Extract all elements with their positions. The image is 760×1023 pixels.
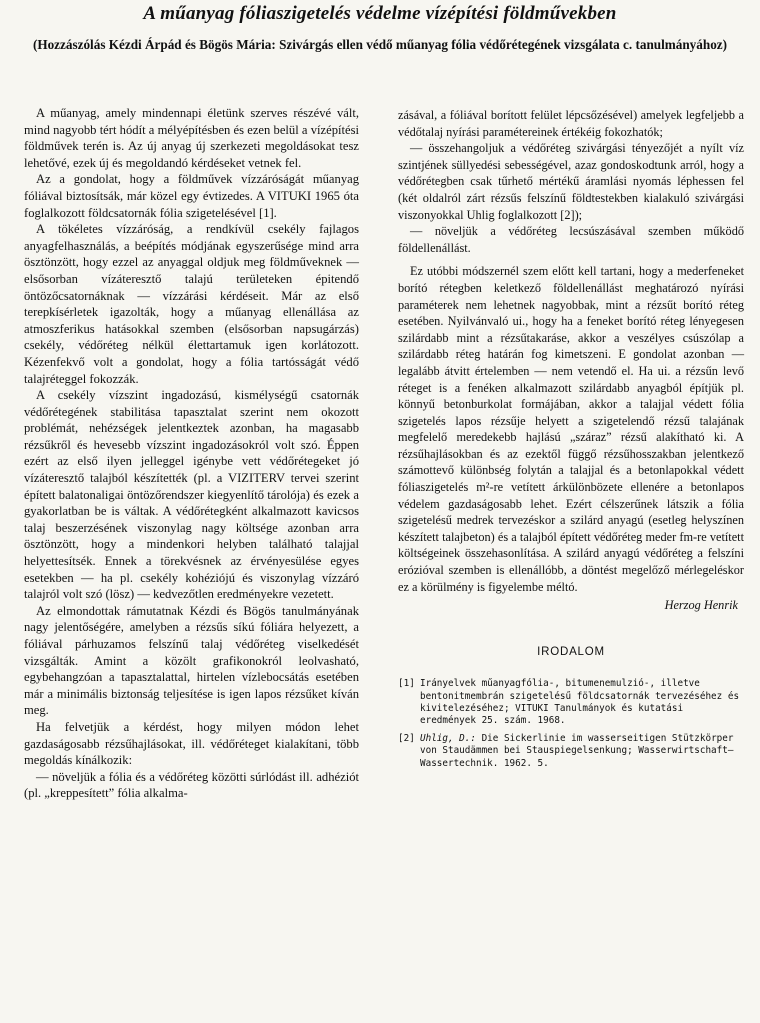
reference-item [398, 733, 744, 770]
paragraph: A tökéletes vízzáróság, a rendkívül csekély fajlagos anyagfelhasználás, a beépítés módjának egyszerűsége mind arra ösztönzött, hogy ezzel az anyaggal oldjuk meg földműveknek — elsősorban vízáteresztő talajú területeken épitendő öntözőcsatornáknak — vízzárási kérdéseit. Már az első terepkísérletek igazolták, hogy a műanyag ellenállása az atmoszferikus hatásokkal szemben (elsősorban napsugárzás) csekély, védőréteg nélkül élettartamuk igen korlátozott. Kézenfekvő volt a gondolat, hogy a fólia tartósságát védő talajréteggel fokozzák. [24, 222, 359, 386]
article-subtitle: (Hozzászólás Kézdi Árpád és Bögös Mária: Szivárgás ellen védő műanyag fólia védőrétegének vizsgálata c. tanulmányához) [32, 37, 728, 52]
reference-text [420, 678, 744, 727]
reference-item [398, 678, 744, 727]
paragraph: — növeljük a védőréteg lecsúszásával szemben működő földellenállást. [398, 224, 744, 255]
paragraph: A műanyag, amely mindennapi életünk szerves részévé vált, mind nagyobb tért hódít a mélyépítésben és ezen belül a vízépítési földművek terén is. Az új anyag új szerkezeti megoldásokat tesz lehetővé, ezek új és megoldandó kérdéseket vetnek fel. [24, 106, 359, 170]
references-heading: IRODALOM [537, 645, 605, 658]
paragraph: Ez utóbbi módszernél szem előtt kell tartani, hogy a mederfeneket borító rétegben keletkező földellenállást meghatározó nyírási paraméterek nem lehetnek nagyobbak, mint a rézsűt borító réteg esetében. Nyilvánvaló ui., hogy ha a feneket borító réteg lényegesen szilárdabb mint a rézsűtakaráse, akkor a veszélyes csúszólap a szilárdabb réteg határán fog kimetszeni. E gondolat azonban — legalább átvitt értelemben — nem vetendő el. Ha ui. a rézsűn levő réteget is a fenéken alkalmazott szilárdabb anyagból építjük pl. könnyű betonburkolat formájában, akkor a talajjal védett fólia szigetelés lapos rézsűje helyett a szigetelendő rézsű talajának megfelelő meredekebb hajlású „száraz” rézsű alakítható ki. A rézsűhajlásokban és az ezektől függő rézsűhosszakban jelentkező számottevő különbség folytán a talajjal és a betonlapokkal védett fóliaszigetelés m²-re vetített árkülönbözete ellenére a betonlapos védelem gazdaságosabb lehet. Ezért célszerűnek látszik a fólia szigetelésű medrek tervezéskor a szilárd anyagú (esetleg helyszínen készített talajbeton) és a talajból épített védőréteg meder fm-re vetített költségeinek összehasonlítása. A szilárd anyagú védőréteg a felszíni erózióval szemben is ellenállóbb, a döntést megelőző mérlegeléskor ez a körülmény is figyelembe méltó. [398, 264, 744, 594]
paragraph: — növeljük a fólia és a védőréteg közötti súrlódást ill. adhéziót (pl. „kreppesített” fólia alkalma- [24, 769, 359, 801]
paragraph: Ha felvetjük a kérdést, hogy milyen módon lehet gazdaságosabb rézsűhajlásokat, ill. védőréteget kialakítani, több megoldás kínálkozik: [24, 719, 359, 768]
reference-number: [1] [398, 678, 415, 690]
reference-citation: Die Sickerlinie im wasserseitigen Stützkörper von Staudämmen bei Stauspiegelsenkung; Wasserwirtschaft—Wassertechnik. 1962. 5. [420, 733, 734, 769]
article-title: A műanyag fóliaszigetelés védelme vízépítési földművekben [143, 3, 617, 24]
paragraph: zásával, a fóliával borított felület lépcsőzésével) amelyek legfeljebb a védőtalaj nyírási paramétereinek értékéig fokozhatók; [398, 108, 744, 139]
paragraph: A csekély vízszint ingadozású, kismélységű csatornák védőrétegének stabilitása tapasztalat szerint nem okozott problémát, nehézségek jelentkeztek azonban, ha magasabb rézsűkről és hevesebb vízszint ingadozásokról volt szó. Éppen ezért az első ilyen jelleggel igénybe vett védőrétegeket jó vízáteresztő talajból készítették (pl. a VIZITERV tervei szerint épített balatonaligai öntözőrendszer kiegyenlítő tárolója) és ezek a gyakorlatban be is váltak. A védőrétegként alkalmazott kavicsos talaj beszerzésének viszonylag nagy költsége azonban arra ösztönzött, hogy a mindenkori helyben található talajjal helyettesítsék. Ennek a törekvésnek az érvényesülése egyes esetekben — ha pl. csekély kohéziójú és viszonylag vízzáró talajról volt szó (lösz) — kedvezőtlen eredményekre vezetett. [24, 388, 359, 602]
author-signature: Herzog Henrik [664, 598, 738, 613]
paragraph: Az a gondolat, hogy a földművek vízzáróságát műanyag fóliával biztosítsák, már közel egy évtizedes. A VITUKI 1965 óta foglalkozott földcsatornák fólia szigetelésével [1]. [24, 172, 359, 220]
reference-citation: Irányelvek műanyagfólia-, bitumenemulzió-, illetve bentonitmembrán szigetelésű földcsatornák tervezéséhez és kivitelezéséhez; VITUKI Tanulmányok és kutatási eredmények 25. szám. 1968. [420, 678, 740, 727]
paragraph: — összehangoljuk a védőréteg szivárgási tényezőjét a nyílt víz szintjének süllyedési sebességével, azaz gondoskodtunk arról, hogy a védőrétegben csak tűrhető mértékű áramlási nyomás léphessen fel (két oldalról zárt rézsűs felszínű földtestekben kialakuló szivárgási viszonyokkal Uhlig foglalkozott [2]); [398, 141, 744, 222]
reference-author: Uhlig, D.: [420, 733, 476, 745]
paragraph: Az elmondottak rámutatnak Kézdi és Bögös tanulmányának nagy jelentőségére, amelyben a rézsűs síkú fóliára helyezett, a fóliával párhuzamos felszínű talaj védőréteg viselkedését vizsgálták. Amint a közölt grafikonokról leolvasható, egybehangzóan a tapasztalattal, hirtelen vízlebocsátás esetében már a minimális biztonság teljesítése is igen lapos rézsűket kíván meg. [24, 603, 359, 718]
left-column [24, 105, 359, 802]
reference-number: [2] [398, 733, 415, 745]
reference-text [420, 733, 744, 770]
right-column [398, 107, 744, 776]
